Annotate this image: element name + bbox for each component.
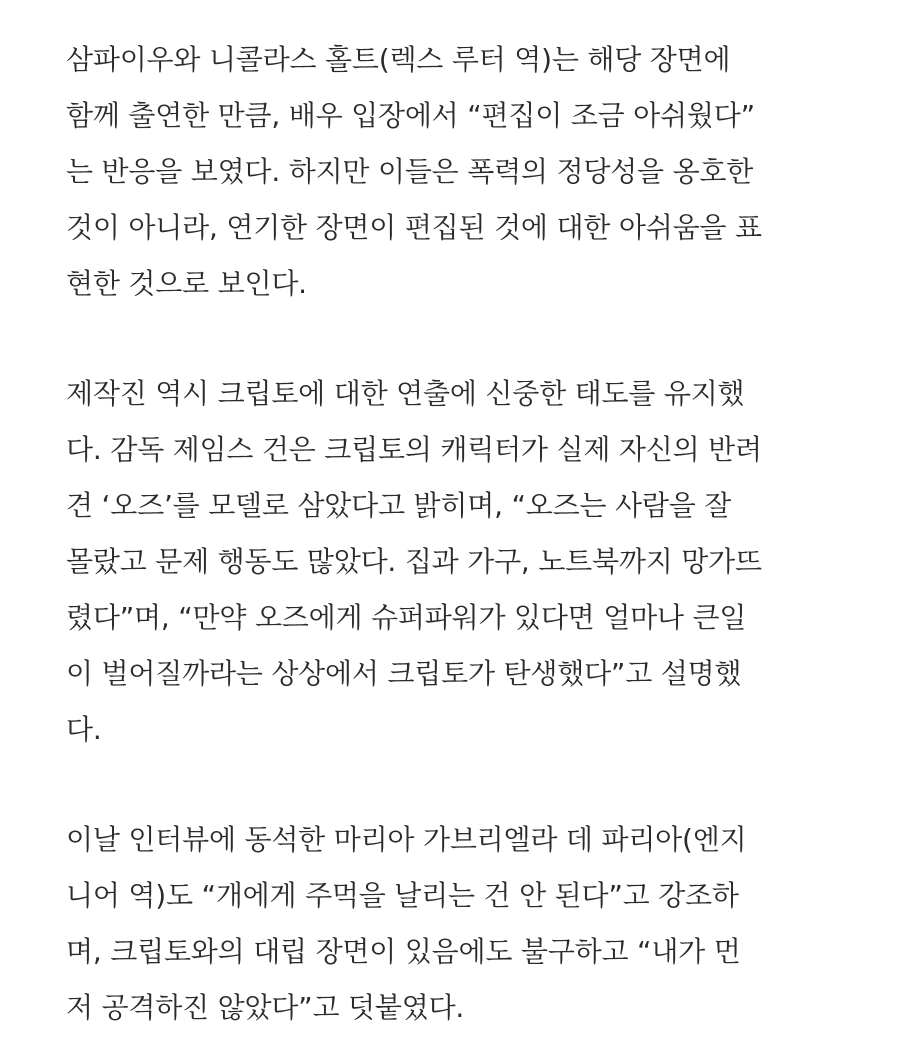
text-line: 는 반응을 보였다. 하지만 이들은 폭력의 정당성을 옹호한 xyxy=(66,155,754,188)
paragraph-2 xyxy=(66,366,866,758)
text-line: 다. xyxy=(66,713,102,746)
text-line: 이날 인터뷰에 동석한 마리아 가브리엘라 데 파리아(엔지 xyxy=(66,823,747,856)
text-line: 이 벌어질까라는 상상에서 크립토가 탄생했다”고 설명했 xyxy=(66,657,742,690)
article-body xyxy=(66,32,866,1036)
text-line: 니어 역)도 “개에게 주먹을 날리는 건 안 된다”고 강조하 xyxy=(66,879,739,912)
text-line: 삼파이우와 니콜라스 홀트(렉스 루터 역)는 해당 장면에 xyxy=(66,43,731,76)
text-line: 저 공격하진 않았다”고 덧붙였다. xyxy=(66,991,465,1024)
text-line: 며, 크립토와의 대립 장면이 있음에도 불구하고 “내가 먼 xyxy=(66,935,741,968)
text-line: 렸다”며, “만약 오즈에게 슈퍼파워가 있다면 얼마나 큰일 xyxy=(66,601,747,634)
text-line: 함께 출연한 만큼, 배우 입장에서 “편집이 조금 아쉬웠다” xyxy=(66,99,755,132)
text-line: 것이 아니라, 연기한 장면이 편집된 것에 대한 아쉬움을 표 xyxy=(66,211,762,244)
text-line: 현한 것으로 보인다. xyxy=(66,267,307,300)
text-line: 다. 감독 제임스 건은 크립토의 캐릭터가 실제 자신의 반려 xyxy=(66,433,762,466)
text-line: 몰랐고 문제 행동도 많았다. 집과 가구, 노트북까지 망가뜨 xyxy=(66,545,762,578)
paragraph-3 xyxy=(66,812,866,1036)
text-line: 제작진 역시 크립토에 대한 연출에 신중한 태도를 유지했 xyxy=(66,377,745,410)
text-line: 견 ‘오즈’를 모델로 삼았다고 밝히며, “오즈는 사람을 잘 xyxy=(66,489,732,522)
paragraph-1 xyxy=(66,32,866,312)
